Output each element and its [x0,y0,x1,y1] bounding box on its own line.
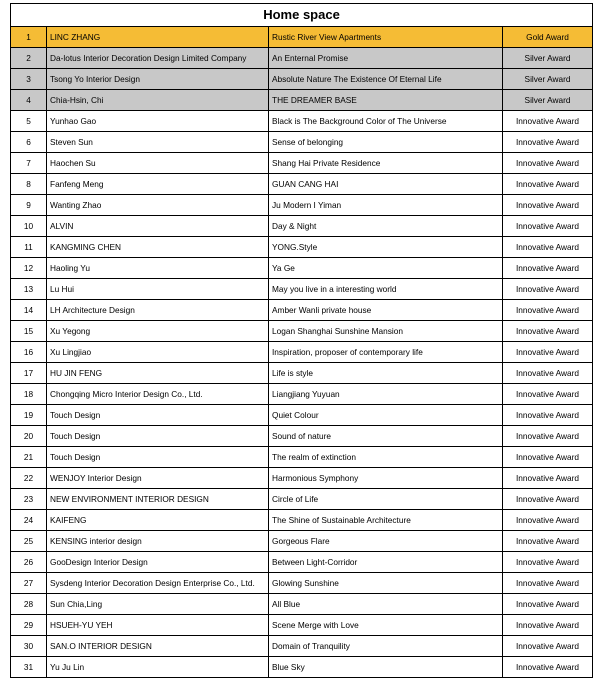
work-title-cell: Shang Hai Private Residence [269,153,503,174]
award-cell: Innovative Award [503,363,593,384]
row-number-cell: 5 [11,111,47,132]
award-cell: Innovative Award [503,384,593,405]
award-cell: Innovative Award [503,279,593,300]
row-number-cell: 30 [11,636,47,657]
award-cell: Innovative Award [503,531,593,552]
table-row [11,237,593,258]
designer-cell: Touch Design [47,447,269,468]
row-number-cell: 26 [11,552,47,573]
table-row [11,468,593,489]
designer-cell: Fanfeng Meng [47,174,269,195]
table-row [11,426,593,447]
table-row [11,321,593,342]
award-cell: Innovative Award [503,489,593,510]
designer-cell: Lu Hui [47,279,269,300]
row-number-cell: 1 [11,27,47,48]
work-title-cell: Day & Night [269,216,503,237]
table-row [11,447,593,468]
table-row [11,48,593,69]
award-cell: Innovative Award [503,111,593,132]
award-cell: Innovative Award [503,195,593,216]
table-row [11,636,593,657]
award-cell: Innovative Award [503,426,593,447]
table-row [11,405,593,426]
row-number-cell: 16 [11,342,47,363]
award-cell: Innovative Award [503,237,593,258]
work-title-cell: Black is The Background Color of The Universe [269,111,503,132]
table-row [11,531,593,552]
table-row [11,216,593,237]
designer-cell: Steven Sun [47,132,269,153]
award-cell: Innovative Award [503,405,593,426]
row-number-cell: 8 [11,174,47,195]
work-title-cell: An Enternal Promise [269,48,503,69]
award-cell: Innovative Award [503,258,593,279]
table-row [11,384,593,405]
work-title-cell: YONG.Style [269,237,503,258]
row-number-cell: 11 [11,237,47,258]
row-number-cell: 20 [11,426,47,447]
award-cell: Innovative Award [503,216,593,237]
row-number-cell: 29 [11,615,47,636]
award-cell: Innovative Award [503,468,593,489]
award-cell: Innovative Award [503,132,593,153]
designer-cell: Chongqing Micro Interior Design Co., Ltd. [47,384,269,405]
designer-cell: ALVIN [47,216,269,237]
work-title-cell: Ju Modern I Yiman [269,195,503,216]
designer-cell: Sun Chia,Ling [47,594,269,615]
table-row [11,132,593,153]
award-cell: Innovative Award [503,636,593,657]
award-cell: Innovative Award [503,321,593,342]
table-title: Home space [11,4,593,27]
award-cell: Silver Award [503,69,593,90]
awards-table-body [11,4,593,678]
table-row [11,489,593,510]
row-number-cell: 27 [11,573,47,594]
work-title-cell: Glowing Sunshine [269,573,503,594]
designer-cell: NEW ENVIRONMENT INTERIOR DESIGN [47,489,269,510]
row-number-cell: 7 [11,153,47,174]
work-title-cell: Harmonious Symphony [269,468,503,489]
row-number-cell: 22 [11,468,47,489]
designer-cell: Sysdeng Interior Decoration Design Enterprise Co., Ltd. [47,573,269,594]
work-title-cell: Blue Sky [269,657,503,678]
row-number-cell: 17 [11,363,47,384]
designer-cell: LINC ZHANG [47,27,269,48]
awards-sheet [10,3,592,678]
award-cell: Innovative Award [503,300,593,321]
work-title-cell: The Shine of Sustainable Architecture [269,510,503,531]
designer-cell: SAN.O INTERIOR DESIGN [47,636,269,657]
award-cell: Innovative Award [503,594,593,615]
row-number-cell: 21 [11,447,47,468]
table-row [11,279,593,300]
designer-cell: WENJOY Interior Design [47,468,269,489]
award-cell: Innovative Award [503,552,593,573]
table-row [11,573,593,594]
work-title-cell: Gorgeous Flare [269,531,503,552]
award-cell: Innovative Award [503,615,593,636]
designer-cell: KAIFENG [47,510,269,531]
row-number-cell: 14 [11,300,47,321]
row-number-cell: 2 [11,48,47,69]
work-title-cell: Rustic River View Apartments [269,27,503,48]
designer-cell: Haochen Su [47,153,269,174]
designer-cell: Wanting Zhao [47,195,269,216]
work-title-cell: Sense of belonging [269,132,503,153]
designer-cell: Chia-Hsin, Chi [47,90,269,111]
table-row [11,195,593,216]
award-cell: Innovative Award [503,153,593,174]
table-row [11,300,593,321]
award-cell: Silver Award [503,48,593,69]
award-cell: Innovative Award [503,174,593,195]
award-cell: Silver Award [503,90,593,111]
work-title-cell: May you live in a interesting world [269,279,503,300]
row-number-cell: 3 [11,69,47,90]
work-title-cell: Ya Ge [269,258,503,279]
table-row [11,510,593,531]
designer-cell: Yu Ju Lin [47,657,269,678]
table-row [11,111,593,132]
table-row [11,552,593,573]
award-cell: Innovative Award [503,447,593,468]
table-row [11,153,593,174]
work-title-cell: Liangjiang Yuyuan [269,384,503,405]
table-row [11,363,593,384]
designer-cell: HU JIN FENG [47,363,269,384]
row-number-cell: 18 [11,384,47,405]
row-number-cell: 25 [11,531,47,552]
row-number-cell: 4 [11,90,47,111]
work-title-cell: All Blue [269,594,503,615]
work-title-cell: Between Light-Corridor [269,552,503,573]
row-number-cell: 19 [11,405,47,426]
work-title-cell: Absolute Nature The Existence Of Eternal Life [269,69,503,90]
designer-cell: Touch Design [47,405,269,426]
title-row [11,4,593,27]
row-number-cell: 31 [11,657,47,678]
row-number-cell: 10 [11,216,47,237]
designer-cell: KANGMING CHEN [47,237,269,258]
row-number-cell: 12 [11,258,47,279]
table-row [11,258,593,279]
award-cell: Innovative Award [503,657,593,678]
table-row [11,342,593,363]
row-number-cell: 23 [11,489,47,510]
work-title-cell: Amber Wanli private house [269,300,503,321]
row-number-cell: 15 [11,321,47,342]
work-title-cell: GUAN CANG HAI [269,174,503,195]
work-title-cell: Logan Shanghai Sunshine Mansion [269,321,503,342]
work-title-cell: Life is style [269,363,503,384]
designer-cell: Tsong Yo Interior Design [47,69,269,90]
work-title-cell: Domain of Tranquility [269,636,503,657]
awards-table [10,3,593,678]
award-cell: Innovative Award [503,510,593,531]
designer-cell: Da-lotus Interior Decoration Design Limited Company [47,48,269,69]
table-row [11,90,593,111]
work-title-cell: THE DREAMER BASE [269,90,503,111]
row-number-cell: 24 [11,510,47,531]
work-title-cell: Inspiration, proposer of contemporary life [269,342,503,363]
table-row [11,594,593,615]
table-row [11,615,593,636]
row-number-cell: 28 [11,594,47,615]
work-title-cell: Circle of Life [269,489,503,510]
work-title-cell: Sound of nature [269,426,503,447]
table-row [11,69,593,90]
work-title-cell: Quiet Colour [269,405,503,426]
award-cell: Innovative Award [503,342,593,363]
designer-cell: GooDesign Interior Design [47,552,269,573]
designer-cell: Xu Yegong [47,321,269,342]
table-row [11,27,593,48]
designer-cell: Haoling Yu [47,258,269,279]
table-row [11,174,593,195]
table-row [11,657,593,678]
designer-cell: HSUEH-YU YEH [47,615,269,636]
designer-cell: Yunhao Gao [47,111,269,132]
designer-cell: Touch Design [47,426,269,447]
row-number-cell: 9 [11,195,47,216]
award-cell: Gold Award [503,27,593,48]
designer-cell: KENSING interior design [47,531,269,552]
row-number-cell: 13 [11,279,47,300]
award-cell: Innovative Award [503,573,593,594]
work-title-cell: Scene Merge with Love [269,615,503,636]
designer-cell: Xu Lingjiao [47,342,269,363]
designer-cell: LH Architecture Design [47,300,269,321]
work-title-cell: The realm of extinction [269,447,503,468]
row-number-cell: 6 [11,132,47,153]
